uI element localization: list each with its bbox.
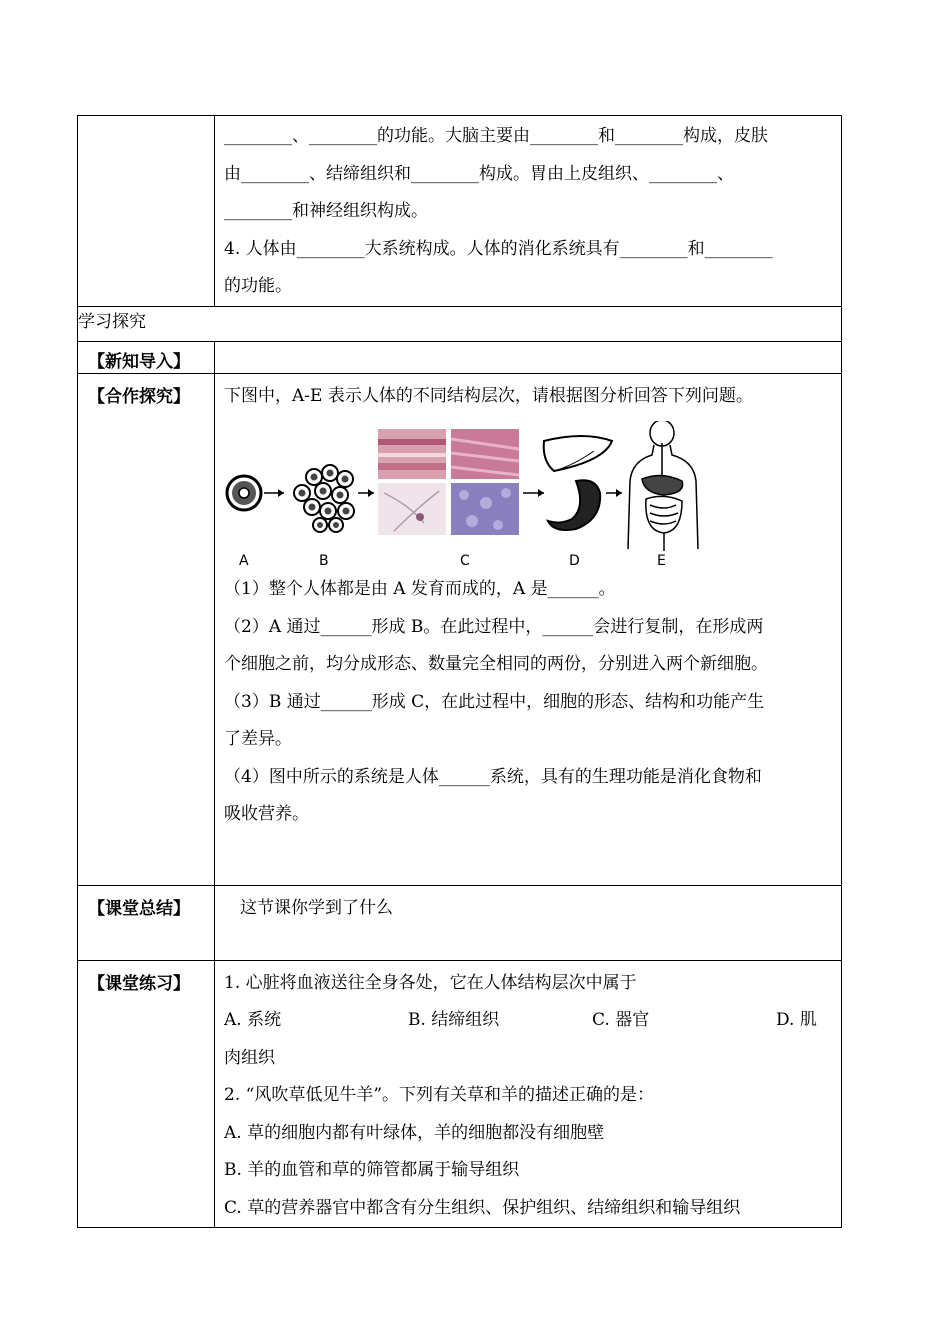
question-2-option-b: B. 羊的血管和草的筛管都属于输导组织	[224, 1160, 520, 1180]
figure-label-c: C	[460, 553, 470, 569]
question-1-options	[224, 1002, 837, 1040]
summary-label: 【课堂总结】	[88, 898, 190, 919]
prior-knowledge-row	[78, 116, 842, 307]
cooperative-label: 【合作探究】	[88, 386, 190, 407]
question-line: 了差异。	[224, 729, 292, 749]
question-line: （1）整个人体都是由 A 发育而成的，A 是______。	[224, 579, 616, 599]
question-2-option-a: A. 草的细胞内都有叶绿体，羊的细胞都没有细胞壁	[224, 1122, 605, 1143]
option-a: A. 系统	[224, 1010, 282, 1030]
cooperative-content	[215, 373, 842, 885]
figure-label-a: A	[239, 553, 249, 569]
text-line: ________和神经组织构成。	[224, 201, 428, 221]
question-intro: 下图中，A-E 表示人体的不同结构层次，请根据图分析回答下列问题。	[224, 385, 753, 406]
new-intro-label: 【新知导入】	[88, 351, 190, 372]
practice-row	[78, 960, 842, 1228]
question-2-option-c: C. 草的营养器官中都含有分生组织、保护组织、结缔组织和输导组织	[224, 1197, 741, 1218]
cell-cluster-b-icon	[294, 465, 354, 532]
summary-text: 这节课你学到了什么	[240, 897, 393, 918]
structure-levels-diagram	[224, 421, 724, 571]
question-line: 个细胞之前，均分成形态、数量完全相同的两份，分别进入两个新细胞。	[224, 654, 768, 674]
question-line: （2）A 通过______形成 B。在此过程中，______会进行复制，在形成两	[224, 616, 764, 637]
new-intro-content	[215, 341, 842, 373]
figure-label-e: E	[657, 553, 666, 569]
text-line: 4. 人体由________大系统构成。人体的消化系统具有________和________	[224, 238, 773, 259]
figure-label-d: D	[569, 553, 580, 569]
digestive-system-e-icon	[628, 421, 698, 551]
practice-content	[215, 960, 842, 1228]
section-row	[78, 306, 842, 341]
option-c: C. 器官	[592, 1010, 650, 1030]
structure-levels-figure	[224, 421, 837, 571]
option-d: D. 肌	[776, 1010, 817, 1030]
practice-label: 【课堂练习】	[88, 973, 190, 994]
summary-row	[78, 885, 842, 960]
prior-knowledge-content	[215, 116, 842, 307]
cooperative-row	[78, 373, 842, 885]
text-line: ________、________的功能。大脑主要由________和________构成，皮肤	[224, 126, 768, 146]
section-title: 学习探究	[78, 306, 842, 341]
tissue-c-images	[378, 429, 519, 535]
option-d-wrap: 肉组织	[224, 1047, 275, 1068]
question-1: 1. 心脏将血液送往全身各处，它在人体结构层次中属于	[224, 972, 637, 993]
organ-d-icon	[544, 436, 612, 530]
text-line: 由________、结缔组织和________构成。胃由上皮组织、________、	[224, 163, 734, 184]
question-2: 2. “风吹草低见牛羊”。下列有关草和羊的描述正确的是：	[224, 1085, 655, 1105]
empty-label-cell	[78, 116, 215, 307]
question-line: 吸收营养。	[224, 804, 309, 824]
option-b: B. 结缔组织	[408, 1010, 500, 1030]
question-line: （3）B 通过______形成 C，在此过程中，细胞的形态、结构和功能产生	[224, 691, 765, 712]
question-line: （4）图中所示的系统是人体______系统，具有的生理功能是消化食物和	[224, 766, 762, 787]
new-intro-row	[78, 341, 842, 373]
worksheet-table	[77, 115, 842, 1228]
figure-label-b: B	[319, 553, 329, 569]
cell-a-icon	[227, 476, 261, 510]
text-line: 的功能。	[224, 276, 292, 296]
